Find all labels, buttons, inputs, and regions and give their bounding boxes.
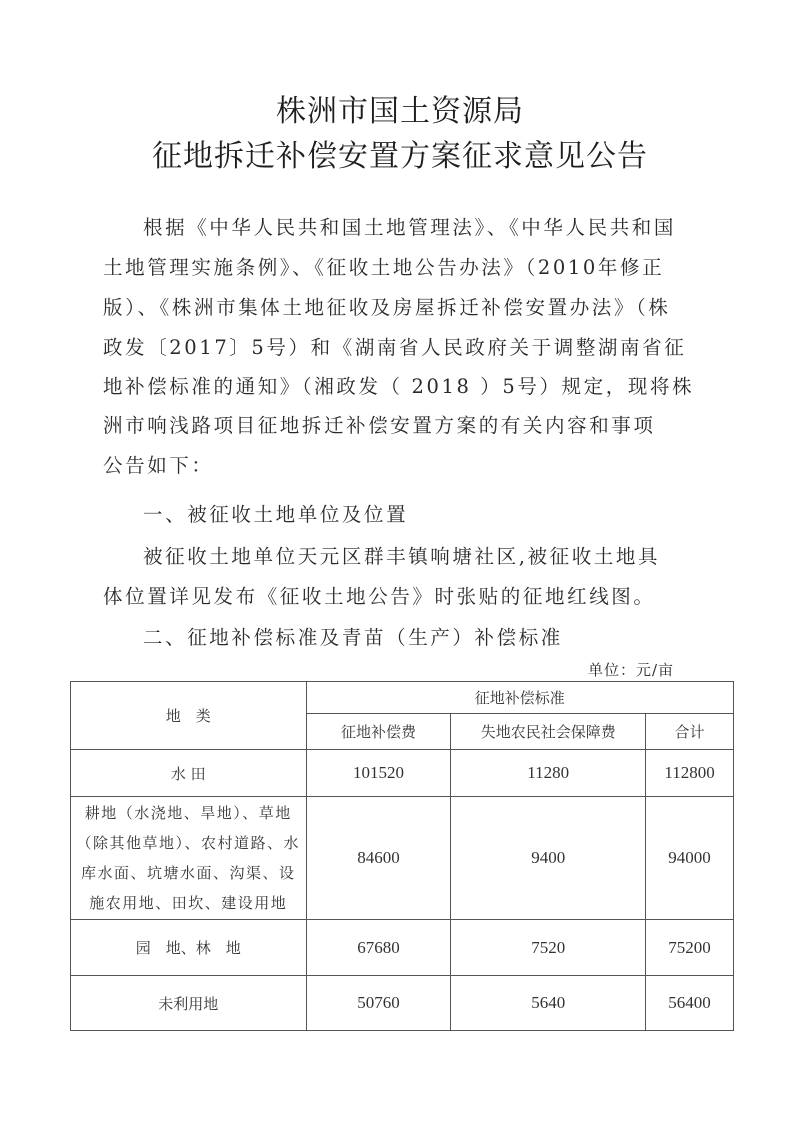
section1-line: 体位置详见发布《征收土地公告》时张贴的征地红线图。 [103, 585, 656, 608]
header-group: 征地补偿标准 [306, 682, 733, 714]
header-comp: 征地补偿费 [306, 714, 451, 750]
table-header-row [71, 682, 734, 714]
table-row [71, 750, 734, 797]
intro-line: 地补偿标准的通知》（湘政发（ 2018 ）5号）规定，现将株 [103, 375, 695, 398]
cell-type: 水 田 [71, 750, 307, 797]
intro-line: 版）、《株洲市集体土地征收及房屋拆迁补偿安置办法》（株 [103, 296, 671, 319]
cell-social: 11280 [451, 750, 646, 797]
cell-total: 75200 [646, 920, 734, 976]
cell-social: 9400 [451, 797, 646, 920]
intro-line: 公告如下： [103, 454, 214, 477]
intro-line: 根据《中华人民共和国土地管理法》、《中华人民共和国 [143, 216, 677, 239]
section-heading-1: 一、被征收土地单位及位置 [143, 503, 409, 526]
cell-comp: 67680 [306, 920, 451, 976]
cell-social: 7520 [451, 920, 646, 976]
cell-comp: 101520 [306, 750, 451, 797]
unit-label: 单位：元/亩 [588, 661, 675, 679]
intro-line: 土地管理实施条例》、《征收土地公告办法》（2010年修正 [103, 256, 665, 279]
cell-comp: 84600 [306, 797, 451, 920]
intro-line: 洲市响浅路项目征地拆迁补偿安置方案的有关内容和事项 [103, 414, 656, 437]
cell-total: 56400 [646, 976, 734, 1031]
page-title-line2: 征地拆迁补偿安置方案征求意见公告 [152, 139, 648, 174]
table-row [71, 920, 734, 976]
section-heading-2: 二、征地补偿标准及青苗（生产）补偿标准 [143, 626, 563, 649]
section1-line: 被征收土地单位天元区群丰镇响塘社区,被征收土地具 [143, 545, 661, 568]
cell-type: 园 地、林 地 [71, 920, 307, 976]
cell-comp: 50760 [306, 976, 451, 1031]
cell-total: 94000 [646, 797, 734, 920]
header-social: 失地农民社会保障费 [451, 714, 646, 750]
page-title-line1: 株洲市国土资源局 [276, 94, 524, 129]
cell-type: 耕地（水浇地、旱地）、草地（除其他草地）、农村道路、水库水面、坑塘水面、沟渠、设施农用地、田坎、建设用地 [71, 797, 307, 920]
cell-total: 112800 [646, 750, 734, 797]
header-total: 合计 [646, 714, 734, 750]
cell-social: 5640 [451, 976, 646, 1031]
table-row [71, 797, 734, 920]
compensation-table [70, 681, 734, 1031]
intro-line: 政发〔2017〕5号）和《湖南省人民政府关于调整湖南省征 [103, 336, 687, 359]
header-land-type: 地 类 [71, 682, 307, 750]
table-row [71, 976, 734, 1031]
cell-type: 未利用地 [71, 976, 307, 1031]
